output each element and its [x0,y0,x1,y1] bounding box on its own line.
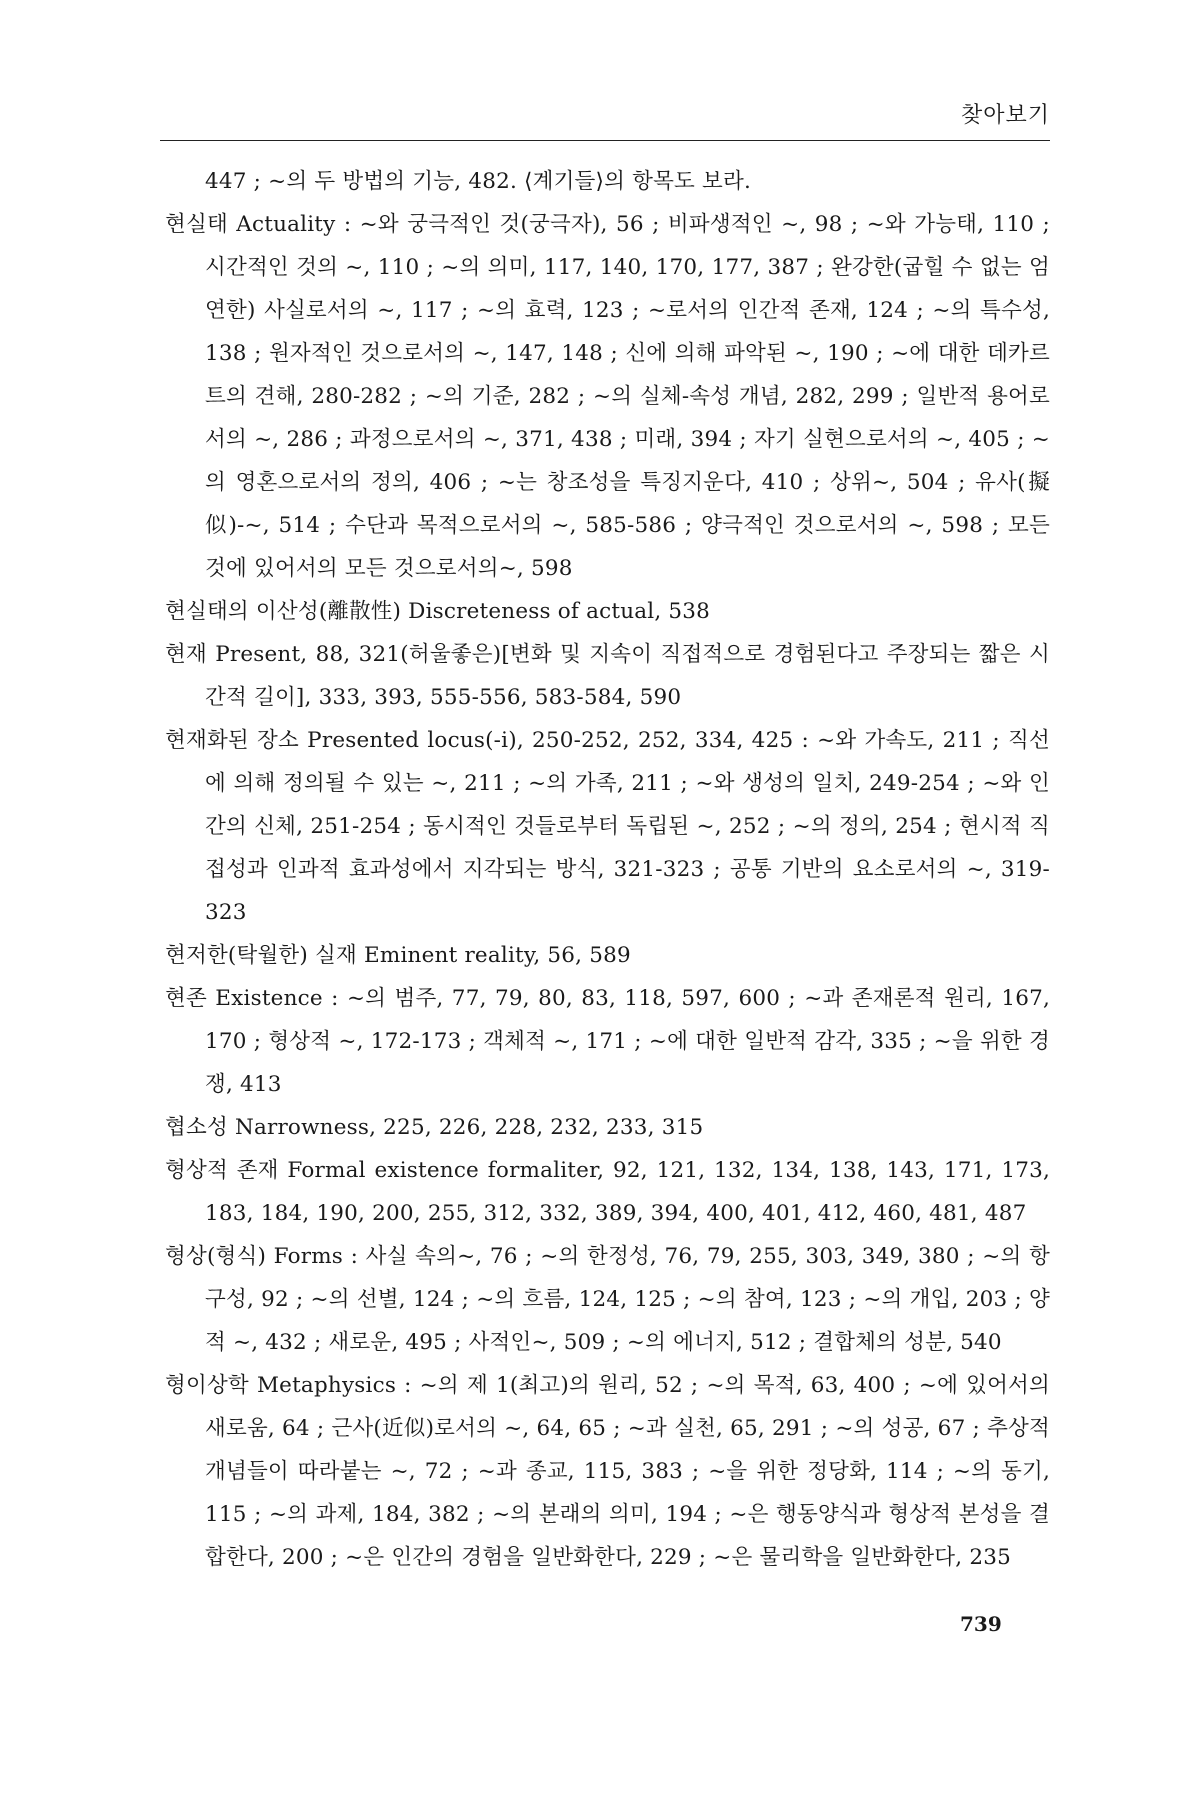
header-rule [160,140,1050,141]
index-entry: 현재 Present, 88, 321(허울좋은)[변화 및 지속이 직접적으로 경험된다고 주장되는 짧은 시간적 길이], 333, 393, 555-556, 583-584, 590 [165,642,1050,710]
page-number: 739 [960,1612,1002,1636]
index-entry: 현존 Existence : ~의 범주, 77, 79, 80, 83, 118, 597, 600 ; ~과 존재론적 원리, 167, 170 ; 형상적 ~, 172-173 ; 객체적 ~, 171 ; ~에 대한 일반적 감각, 335 ; ~을 위한 경쟁, 413 [165,986,1050,1097]
index-entry: 형상적 존재 Formal existence formaliter, 92, 121, 132, 134, 138, 143, 171, 173, 183, 184, 190, 200, 255, 312, 332, 389, 394, 400, 401, 412, 460, 481, 487 [165,1158,1050,1226]
index-entry: 447 ; ~의 두 방법의 기능, 482. ⟨계기들⟩의 항목도 보라. [205,169,752,194]
index-entry: 형상(형식) Forms : 사실 속의~, 76 ; ~의 한정성, 76, 79, 255, 303, 349, 380 ; ~의 항구성, 92 ; ~의 선별, 124 ; ~의 흐름, 124, 125 ; ~의 참여, 123 ; ~의 개입, 203 ; 양적 ~, 432 ; 새로운, 495 ; 사적인~, 509 ; ~의 에너지, 512 ; 결합체의 성분, 540 [165,1244,1050,1355]
index-entry: 현저한(탁월한) 실재 Eminent reality, 56, 589 [165,943,631,968]
index-entry: 형이상학 Metaphysics : ~의 제 1(최고)의 원리, 52 ; ~의 목적, 63, 400 ; ~에 있어서의 새로움, 64 ; 근사(近似)로서의 ~, 64, 65 ; ~과 실천, 65, 291 ; ~의 성공, 67 ; 추상적 개념들이 따라붙는 ~, 72 ; ~과 종교, 115, 383 ; ~을 위한 정당화, 114 ; ~의 동기, 115 ; ~의 과제, 184, 382 ; ~의 본래의 의미, 194 ; ~은 행동양식과 형상적 본성을 결합한다, 200 ; ~은 인간의 경험을 일반화한다, 229 ; ~은 물리학을 일반화한다, 235 [165,1373,1050,1570]
index-entries [165,160,1050,1579]
index-entry: 협소성 Narrowness, 225, 226, 228, 232, 233, 315 [165,1115,704,1140]
index-entry: 현재화된 장소 Presented locus(-i), 250-252, 252, 334, 425 : ~와 가속도, 211 ; 직선에 의해 정의될 수 있는 ~, 211 ; ~의 가족, 211 ; ~와 생성의 일치, 249-254 ; ~와 인간의 신체, 251-254 ; 동시적인 것들로부터 독립된 ~, 252 ; ~의 정의, 254 ; 현시적 직접성과 인과적 효과성에서 지각되는 방식, 321-323 ; 공통 기반의 요소로서의 ~, 319-323 [165,728,1050,925]
running-head: 찾아보기 [960,103,1050,128]
index-entry: 현실태의 이산성(離散性) Discreteness of actual, 538 [165,599,711,624]
index-entry: 현실태 Actuality : ~와 궁극적인 것(궁극자), 56 ; 비파생적인 ~, 98 ; ~와 가능태, 110 ; 시간적인 것의 ~, 110 ; ~의 의미, 117, 140, 170, 177, 387 ; 완강한(굽힐 수 없는 엄연한) 사실로서의 ~, 117 ; ~의 효력, 123 ; ~로서의 인간적 존재, 124 ; ~의 특수성, 138 ; 원자적인 것으로서의 ~, 147, 148 ; 신에 의해 파악된 ~, 190 ; ~에 대한 데카르트의 견해, 280-282 ; ~의 기준, 282 ; ~의 실체-속성 개념, 282, 299 ; 일반적 용어로서의 ~, 286 ; 과정으로서의 ~, 371, 438 ; 미래, 394 ; 자기 실현으로서의 ~, 405 ; ~의 영혼으로서의 정의, 406 ; ~는 창조성을 특징지운다, 410 ; 상위~, 504 ; 유사(擬似)-~, 514 ; 수단과 목적으로서의 ~, 585-586 ; 양극적인 것으로서의 ~, 598 ; 모든 것에 있어서의 모든 것으로서의~, 598 [165,212,1050,581]
